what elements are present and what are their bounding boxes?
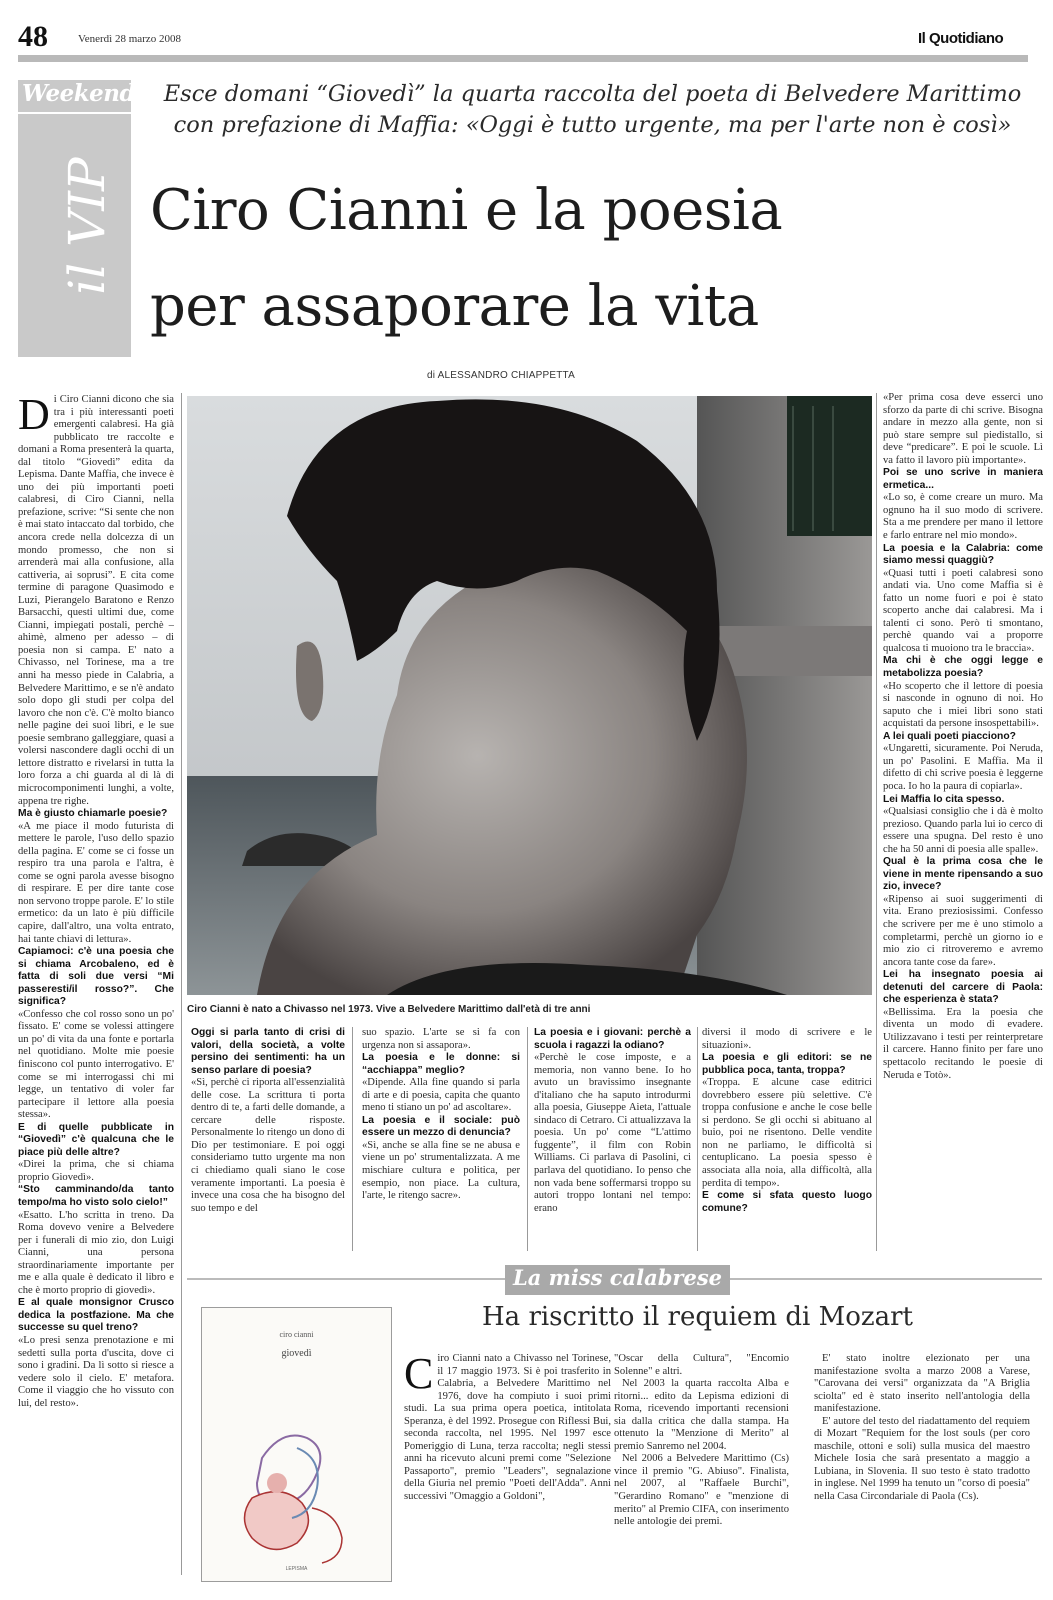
article-column-6 <box>883 392 1043 1252</box>
portrait-illustration <box>187 396 872 995</box>
deck-line-2: con prefazione di Maffia: «Oggi è tutto urgente, ma per l'arte non è così» <box>173 112 1012 138</box>
box-dropcap: C <box>404 1353 434 1398</box>
deck-line-1: Esce domani “Giovedì” la quarta raccolta del poeta di Belvedere Marittimo <box>163 81 1022 107</box>
question: Oggi si parla tanto di crisi di valori, della società, a volte persino dei sentimenti: ha un senso parlare di poesia? <box>191 1027 345 1076</box>
headline-line-2: per assaporare la vita <box>150 274 759 339</box>
column-rule-5 <box>697 1027 698 1251</box>
book-author: ciro cianni <box>279 1330 314 1339</box>
question: Ma chi è che oggi legge e metabolizza poesia? <box>883 655 1043 680</box>
dropcap: D <box>18 394 50 439</box>
section-label: Weekend <box>22 80 136 107</box>
box-column-2 <box>614 1353 789 1581</box>
section-rule <box>18 112 131 114</box>
question: E come si sfata questo luogo comune? <box>702 1190 872 1214</box>
question: Ma è giusto chiamarle poesie? <box>18 808 168 820</box>
question: Lei ha insegnato poesia ai detenuti del carcere di Paola: che esperienza è stata? <box>883 969 1043 1006</box>
question: La poesia e le donne: si “acchiappa” meglio? <box>362 1052 520 1076</box>
newspaper-logo: Il Quotidiano <box>918 30 1004 47</box>
answer: «Lo presi senza prenotazione e mi sedetti sulla porta d'uscita, dove ci sono i gradini. Da lì sotto si riesce a vedere solo il cielo. E' metafora. Come il viaggio che ho vissuto con lui, del resto». <box>18 1335 174 1409</box>
byline: di ALESSANDRO CHIAPPETTA <box>427 370 575 381</box>
article-column-3 <box>362 1027 520 1253</box>
column-rule-2 <box>876 393 877 1251</box>
article-column-4 <box>534 1027 691 1253</box>
answer: «Ungaretti, sicuramente. Poi Neruda, un po' Pasolini. E Maffia. Ma il difetto di chi scrive poesia è leggerne poca. Io ho la paura di copiarla». <box>883 743 1043 792</box>
box-paragraph: iro Cianni nato a Chivasso nel Torinese, il 17 maggio 1973. Si è poi trasferito in Calabria, a Belvedere Marittimo nel 1976, dove ha compiuto i suoi primi studi. La sua prima opera poetica, intitolata Speranza, è del 1992. Prosegue con Riflessi Bui, seconda raccolta, nel 1995. Nel 1997 esce Pomeriggio di Luna, terza raccolta; negli stessi anni ha ricevuto alcuni premi come "Selezione Passaporto", premio "Leaders", segnalazione della Giuria nel premio "Poeti dell'Adda". Anni successivi "Omaggio a Goldoni", <box>404 1353 611 1503</box>
answer: «Per prima cosa deve esserci uno sforzo da parte di chi scrive. Bisogna andare in mezzo alla gente, non si può stare sempre sul piedistallo, si deve “predicare”. E poi le scuole. Lì va fatto il lavoro più importante». <box>883 392 1043 466</box>
box-kicker <box>505 1265 730 1295</box>
answer: «Quasi tutti i poeti calabresi sono andati via. Uno come Maffia si è fatto un nome fuori e poi è stato scoperto anche dai calabresi. Ma i talenti ci sono. Però ti smontano, perchè quando vai a proporre qualcosa ti muoiono tra le braccia». <box>883 567 1043 654</box>
answer: diversi il modo di scrivere e le situazioni». <box>702 1027 872 1051</box>
column-rule-1 <box>181 393 182 1575</box>
question: La poesia e la Calabria: come siamo messi quaggiù? <box>883 542 1043 567</box>
answer: «Sì, perchè ci riporta all'essenzialità delle cose. La scrittura ti porta dentro di te, a farti delle domande, a cercare delle risposte. Personalmente lo ritengo un dono di Dio per testimoniare. E poi oggi consideriamo tutto urgente ma non ci chiediamo quali siano le cose veramente importanti. La poesia è invece una cosa che ha bisogno del suo tempo e del <box>191 1077 345 1214</box>
box-title: Ha riscritto il requiem di Mozart <box>482 1302 913 1332</box>
question: “Sto camminando/da tanto tempo/ma ho visto solo cielo!” <box>18 1184 174 1208</box>
vip-vertical-label: il VIP <box>58 157 116 295</box>
question: Qual è la prima cosa che le viene in mente ripensando a suo zio, invece? <box>883 856 1043 893</box>
question: Capiamoci: c'è una poesia che si chiama Arcobaleno, ed è fatta di soli due versi “Mi passeresti/il rosso?”. Che significa? <box>18 946 174 1008</box>
answer: «Esatto. L'ho scritta in treno. Da Roma dovevo venire a Belvedere per i funerali di mio zio, don Luigi Cianni, una persona straordinariamente importante per me e alla quale è dedicato il libro e che è morto proprio di giovedì». <box>18 1209 174 1296</box>
question: La poesia e il sociale: può essere un mezzo di denuncia? <box>362 1114 520 1139</box>
article-column-2 <box>191 1027 345 1253</box>
box-column-3 <box>814 1353 1030 1581</box>
box-kicker-text: La miss calabrese <box>512 1265 723 1290</box>
answer: «A me piace il modo futurista di mettere le parole, l'uso dello spazio della pagina. E' come se ci fosse un respiro tra una parola e l'altra, è come se ogni parola avesse bisogno di respirare. E per dire tante cose non servono troppe parole. E' lo stile ermetico: da un lato è più difficile capire, dall'altro, una volta entrato, hai tante chiavi di lettura». <box>18 820 174 945</box>
question: A lei quali poeti piacciono? <box>883 730 1016 742</box>
article-column-5 <box>702 1027 872 1253</box>
box-paragraph: Nel 2006 a Belvedere Marittimo (Cs) vince il premio "G. Abiuso". Finalista, nel 2007, al "Raffaele Burchi", "Gerardino Romano" e "menzione di merito" al Premio CIFA, con inserimento nelle antologie dei premi. <box>614 1453 789 1528</box>
box-paragraph: Nel 2003 la quarta raccolta Alba e ritorni... edito da Lepisma edizioni di Roma, ricevendo importanti recensioni sia dalla critica che dalla stampa. Ha ottenuto la "Menzione di Merito" al premio Sanremo nel 2004. <box>614 1378 789 1452</box>
box-paragraph: "Oscar della Cultura", "Encomio Solenne" e altri. <box>614 1353 789 1377</box>
photo-caption: Ciro Cianni è nato a Chivasso nel 1973. Vive a Belvedere Marittimo dall'età di tre anni <box>187 1004 591 1015</box>
book-cover <box>201 1307 392 1582</box>
box-paragraph: E' stato inoltre elezionato per una manifestazione svolta a marzo 2008 a Varese, "Carovana dei versi" organizzata da "A Briglia sciolta" ed è stato inserito nell'antologia della manifestazione. <box>814 1353 1030 1415</box>
column-rule-3 <box>352 1027 353 1251</box>
book-publisher: LEPISMA <box>285 1566 308 1572</box>
question: Lei Maffia lo cita spesso. <box>883 793 1005 805</box>
box-column-1 <box>404 1353 611 1581</box>
answer: «Confesso che col rosso sono un po' fissato. E' come se volessi attingere un po' di vita da una fonte e portarla nel quotidiano. Molte mie poesie finiscono col punto interrogativo. E' come se mi interrogassi chi mi legge, un tentativo di voler far partecipare il lettore alla poesia stessa». <box>18 1008 174 1121</box>
header-rule <box>18 55 1028 62</box>
answer: «Direi la prima, che si chiama proprio Giovedì». <box>18 1159 174 1183</box>
question: E di quelle pubblicate in “Giovedì” c'è qualcuna che le piace più delle altre? <box>18 1121 174 1158</box>
answer: «Ripenso ai suoi suggerimenti di vita. Erano preziosissimi. Confesso che scrivere per me è uno stimolo a completarmi, perchè un giorno io e mio zio ci ritroveremo e avremo ancora tante cose da fare». <box>883 893 1043 968</box>
column-rule-4 <box>527 1027 528 1251</box>
answer: «Troppa. E alcune case editrici dovrebbero essere più selettive. C'è troppa confusione e anche le cose belle si perdono. Se gli occhi si abituano al buio, poi ne risentono. Delle vendite non ne parliamo, le difficoltà si centuplicano. La poesia spesso è associata alla noia, alla difficoltà, alla perdita di tempo». <box>702 1077 872 1189</box>
portrait-photo <box>187 396 872 995</box>
answer: «Lo so, è come creare un muro. Ma ognuno ha il suo modo di scrivere. Sta a me prendere per mano il lettore e farlo entrare nel mio mondo». <box>883 492 1043 542</box>
book-title: giovedì <box>281 1348 312 1359</box>
box-paragraph: E' autore del testo del riadattamento del requiem di Mozart "Requiem for the lost souls (per coro maschile, ottoni e soli) sulla musica del maestro Michele Iosia che sarà presentato a maggio a Lubiana, in Slovenia. Il suo testo è stato tradotto in inglese. Nel 1999 ha tenuto un "corso di poesia" nella Casa Circondariale di Paola (Cs). <box>814 1415 1030 1503</box>
issue-date: Venerdì 28 marzo 2008 <box>78 33 181 45</box>
answer: «Qualsiasi consiglio che i dà è molto prezioso. Quando parla lui io cerco di essere una spugna. Del resto è uno che ha 50 anni di poesia alle spalle». <box>883 806 1043 855</box>
question: La poesia e i giovani: perchè a scuola i ragazzi la odiano? <box>534 1027 691 1051</box>
article-column-1 <box>18 394 174 1574</box>
question: Poi se uno scrive in maniera ermetica... <box>883 467 1043 491</box>
answer: «Dipende. Alla fine quando si parla di arte e di poesia, capita che quanto meno ti stiano un po' ad ascoltare». <box>362 1077 520 1114</box>
answer: «Bellissima. Era la poesia che diventa un modo di evadere. Utilizzavano i testi per reinterpretare il carcere. Hanno finito per fare uno spettacolo recitando le poesie di Neruda e Totò». <box>883 1006 1043 1081</box>
answer: «Ho scoperto che il lettore di poesia si nasconde in ognuno di noi. Ho saputo che i miei libri sono stati acquistati da persone insospettabili». <box>883 680 1043 730</box>
headline-line-1: Ciro Cianni e la poesia <box>150 178 783 243</box>
question: La poesia e gli editori: se ne pubblica poca, tanta, troppa? <box>702 1052 872 1076</box>
answer: «Sì, anche se alla fine se ne abusa e viene un po' strumentalizzata. A me mischiare cultura e politica, per esempio, non piace. La cultura, l'arte, le ritengo sacre». <box>362 1139 520 1202</box>
page-number: 48 <box>18 20 48 53</box>
answer: suo spazio. L'arte se si fa con urgenza non si assapora». <box>362 1027 520 1051</box>
answer: «Perchè le cose imposte, e a memoria, non vanno bene. Io ho avuto un bravissimo insegnante d'italiano che ha saputo introdurmi alla poesia, Giuseppe Aieta, l'attuale sindaco di Cetraro. Ci attualizzava la poesia. Un po' come “L'attimo fuggente”, il film con Robin Williams. Ci parlava di Pasolini, ci parlava del quotidiano. Io penso che non vada bene soffermarsi troppo su autori troppo lontani nel tempo: erano <box>534 1052 691 1214</box>
intro-paragraph: i Ciro Cianni dicono che sia tra i più interessanti poeti emergenti calabresi. Ha già pubblicato tre raccolte e domani a Roma presenterà la quarta, dal titolo “Giovedì” edita da Lepisma. Dante Maffia, che invece è uno dei più importanti poeti calabresi, di Ciro Cianni, nella prefazione, scrive: “Si sente che non è mai stato intaccato dal torbido, che ancora crede nella dolcezza di un mondo promesso, che non si arrenderà mai alla confusione, alla cattiveria, ai soprusi”. E cita come termine di paragone Quasimodo e Luzi, Pierangelo Baratono e Renzo Barsacchi, questi ultimi due, come Cianni, impiegati postali, perchè – ahimè, almeno per adesso – di poesia non si campa. E' nato a Chivasso, nel Torinese, ma a tre anni ha messo piede in Calabria, a Belvedere Marittimo, e se n'è andato solo dopo gli studi per colpa del lavoro che non c'è. C'è molto bianco nelle pagine dei suoi libri, e le sue poesie sembrano galleggiare, quasi a volersi nascondere dagli occhi di un lettore distratto e rivelarsi in tutta la loro forza a chi guarda al di là di microcomponimenti lunghi, a volte, appena tre righe. <box>18 394 174 807</box>
book-cover-illustration <box>202 1308 392 1582</box>
question: E al quale monsignor Crusco dedica la postfazione. Ma che successe su quel treno? <box>18 1297 174 1334</box>
